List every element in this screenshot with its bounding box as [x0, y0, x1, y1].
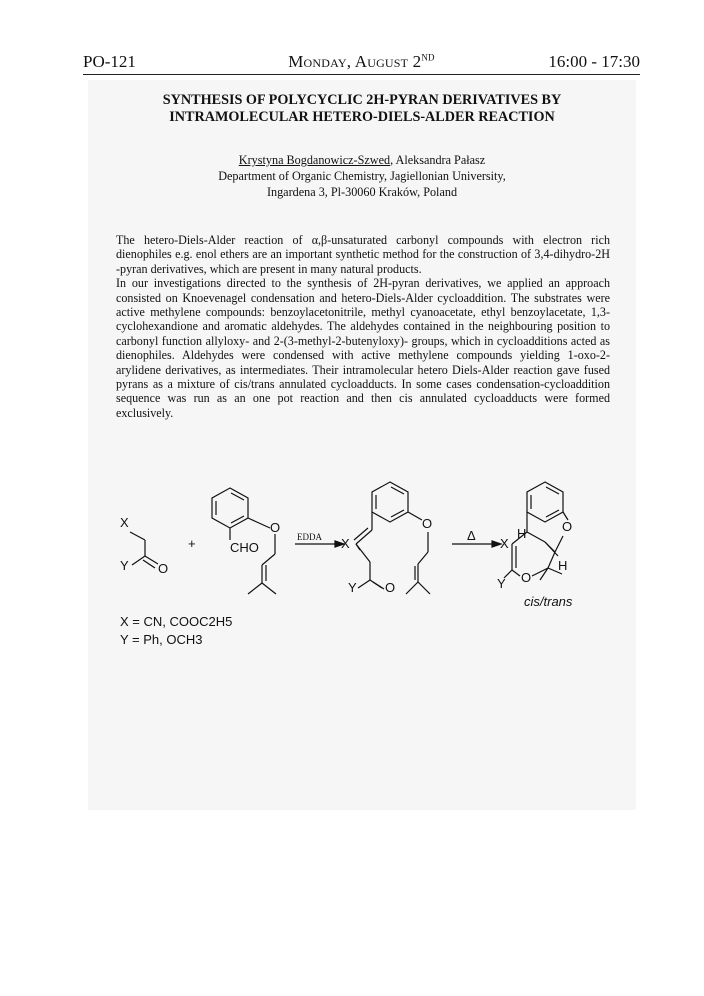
- poster-code: PO-121: [83, 52, 136, 71]
- scheme-line: [406, 582, 418, 594]
- label-o: O: [521, 570, 532, 585]
- reaction-scheme: [100, 470, 600, 670]
- scheme-line: [262, 554, 275, 565]
- label-y: Y: [497, 576, 506, 591]
- title-line-2: INTRAMOLECULAR HETERO-DIELS-ALDER REACTION: [169, 109, 555, 125]
- scheme-line: [527, 532, 545, 542]
- abstract-title: [88, 92, 636, 126]
- label-o: O: [385, 580, 396, 595]
- session-time: 16:00 - 17:30: [548, 52, 640, 71]
- abstract-body: [116, 233, 610, 420]
- scheme-line: [354, 528, 368, 540]
- definition-x: X = CN, COOC2H5: [120, 614, 233, 629]
- label-o: O: [422, 516, 433, 531]
- label-y: Y: [120, 558, 129, 573]
- label-o: O: [270, 520, 281, 535]
- label-x: X: [120, 515, 129, 530]
- label-x: X: [500, 536, 509, 551]
- bond: [130, 532, 145, 540]
- benzene-ring: [527, 482, 563, 522]
- abstract-paragraph-2: In our investigations directed to the synthesis of 2H-pyran derivatives, we applied an approach consisted on Knoevenagel condensation and hetero-Diels-Alder cycloaddition. The substrates were active methylene compounds: benzoylacetonitrile, methyl cyanoacetate, ethyl benzoylacetate, 1,3-cyclohexandione and aromatic aldehydes. The aldehydes contained in the neighbouring position to carbonyl function allyloxy- and 2-(3-methyl-2-butenyloxy)- groups, which in cycloadditions acted as dienophiles. Aldehydes were condensed with active methylene compounds yielding 1-oxo-2-arylidene derivatives, as intermediates. Their intramolecular hetero Diels-Alder reaction gave fused pyrans as a mixture of cis/trans annulated cycloadducts. In some cases condensation-cycloaddition sequence was run as an one pot reaction and then cis annulated cycloadducts were formed exclusively.: [116, 276, 610, 420]
- label-o: O: [562, 519, 573, 534]
- presenting-author: Krystyna Bogdanowicz-Szwed: [238, 153, 391, 167]
- header-rule: [83, 74, 640, 75]
- plus-sign: +: [188, 536, 196, 551]
- author-block: [88, 152, 636, 200]
- scheme-line: [548, 552, 555, 568]
- scheme-line: [418, 552, 428, 564]
- label-cho: CHO: [230, 540, 259, 555]
- scheme-line: [120, 515, 573, 647]
- benzene-ring: [212, 488, 248, 528]
- scheme-line: [358, 580, 370, 588]
- label-h: H: [558, 558, 568, 573]
- affiliation: Department of Organic Chemistry, Jagiellonian University,: [218, 169, 506, 183]
- label-y: Y: [348, 580, 357, 595]
- scheme-line: [248, 583, 262, 594]
- abstract-paragraph-1: The hetero-Diels-Alder reaction of α,β-unsaturated carbonyl compounds with electron rich dienophiles e.g. enol ethers are an important synthetic method for the construction of 3,4-dihydro-2H -pyran derivatives, which are present in many natural products.: [116, 233, 610, 276]
- address: Ingardena 3, Pl-30060 Kraków, Poland: [266, 185, 458, 199]
- definition-y: Y = Ph, OCH3: [120, 632, 203, 647]
- session-day-suffix: ND: [421, 52, 435, 63]
- scheme-line: [512, 570, 520, 576]
- product-label: cis/trans: [524, 594, 573, 609]
- scheme-line: [248, 518, 270, 528]
- label-o: O: [158, 561, 169, 576]
- label-h: H: [517, 526, 527, 541]
- author-names: [88, 152, 636, 168]
- session-day-text: Monday, August 2: [288, 52, 422, 71]
- scheme-line: [262, 583, 276, 594]
- co-authors: , Aleksandra Pałasz: [390, 153, 486, 167]
- scheme-line: [408, 512, 422, 520]
- label-x: X: [341, 536, 350, 551]
- scheme-line: [356, 544, 370, 562]
- scheme-line: [373, 582, 384, 589]
- delta-sign: Δ: [467, 528, 476, 543]
- reagent-edda: EDDA: [297, 532, 322, 542]
- title-line-1: SYNTHESIS OF POLYCYCLIC 2H-PYRAN DERIVATIVES BY: [162, 92, 562, 108]
- reaction-scheme-drawing: [100, 470, 600, 670]
- scheme-line: [418, 582, 430, 594]
- scheme-line: [555, 536, 563, 552]
- benzene-ring: [372, 482, 408, 522]
- page-header: [83, 52, 640, 76]
